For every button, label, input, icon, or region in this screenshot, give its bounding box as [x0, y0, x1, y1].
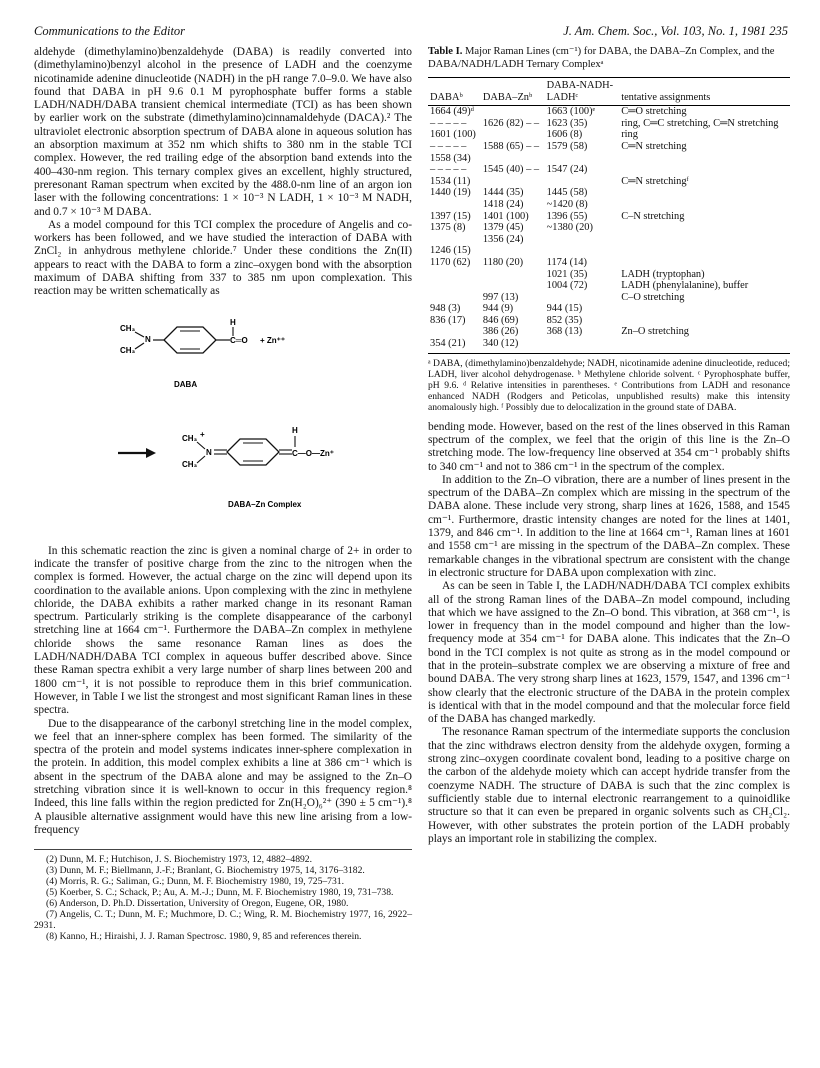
table-cell: 1246 (15)	[430, 245, 471, 257]
table-cell: 1440 (19)	[430, 187, 471, 199]
table-cell	[619, 199, 790, 211]
table-cell	[619, 164, 790, 176]
table-cell	[545, 176, 620, 188]
paragraph: In addition to the Zn–O vibration, there are a number of lines present in the spectrum of the DABA–Zn complex which are missing in the spectrum of the DABA alone. These include very strong, sharp lines at 1626, 1588, and 1545 cm⁻¹. Furthermore, drastic intensity changes are noted for the lines at 1401, 1379, and 846 cm⁻¹. In addition to the line at 1664 cm⁻¹, Raman lines at 1601 and 1558 cm⁻¹ are missing in the spectrum of the DABA–Zn complex. These remarkable changes in the vibrational spectrum are consistent with the change in electronic structure for DABA upon complexation with zinc.	[428, 473, 790, 579]
table-cell: 1356 (24)	[482, 233, 524, 245]
h-atom: H	[292, 425, 298, 435]
right-column	[428, 46, 790, 846]
n-atom: N	[206, 447, 212, 457]
table-cell	[619, 187, 790, 199]
table-cell: – – – – –	[430, 164, 467, 176]
table-cell	[619, 153, 790, 165]
table-cell	[545, 338, 620, 353]
reference: (4) Morris, R. G.; Saliman, G.; Dunn, M. F. Biochemistry 1980, 19, 725–731.	[46, 876, 344, 888]
table-row	[428, 153, 790, 165]
table-cell: 944 (15)	[546, 303, 583, 315]
table-row	[428, 106, 790, 118]
table-cell: 1579 (58)	[546, 140, 588, 152]
paragraph: Due to the disappearance of the carbonyl stretching line in the model complex, we feel that an inner-sphere complex has been formed. The similarity of the spectra of the protein and model systems indicates inner-sphere complexation in the protein. In addition, this model complex exhibits a line at 386 cm⁻¹ which is absent in the spectrum of the DABA alone and may be assigned to the Zn–O stretching vibration since it is well-known to occur in this frequency region.⁸ Indeed, this line falls within the region predicted for Zn(H₂O)₆²⁺ (390 ± 5 cm⁻¹).⁸ A plausible alternative assignment would have this new line arising from a low-frequency	[34, 717, 412, 836]
table-cell	[619, 222, 790, 234]
table-cell: 1170 (62)	[430, 256, 471, 268]
table-cell: 1623 (35)	[546, 117, 588, 129]
table-cell: – – – – –	[430, 140, 467, 152]
table-cell: 1534 (11)	[430, 175, 471, 187]
table-cell: 1397 (15)	[430, 210, 471, 222]
table-cell: 1379 (45)	[482, 222, 524, 234]
paragraph: In this schematic reaction the zinc is given a nominal charge of 2+ in order to indicate the transfer of positive charge from the zinc to the nitrogen when the complex is formed. However, the actual charge on the zinc will depend upon its coordination to the available anions. Upon complexing with the zinc in methylene chloride, the DABA exhibits a rather marked change in its resonant Raman spectrum. Particularly striking is the complete disappearance of the carbonyl stretching line at 1664 cm⁻¹. Furthermore the DABA–Zn complex in methylene chloride shows the same resonance Raman lines as does the LADH/NADH/DABA TCI complex in aqueous buffer described above. Since these Raman spectra exhibit a very large number of sharp lines between 200 and 1800 cm⁻¹, it is not possible to reproduce them in this brief communication. However, in Table I we list the strongest and most significant Raman lines in these spectra.	[34, 544, 412, 717]
table-cell	[428, 326, 481, 338]
table-row	[428, 211, 790, 223]
table-cell: 340 (12)	[481, 338, 545, 353]
table-cell: C–O stretching	[621, 291, 685, 303]
table-cell: LADH (phenylalanine), buffer	[621, 280, 749, 292]
zinc-reagent-text: + Zn⁺⁺	[260, 335, 286, 345]
table-cell: 1545 (40) – –	[482, 164, 540, 176]
table-cell: 354 (21)	[428, 338, 481, 353]
reference: (5) Koerber, S. C.; Schack, P.; Au, A. M.-J.; Dunn, M. F. Biochemistry 1980, 19, 731–738.	[46, 887, 394, 899]
table-row	[428, 141, 790, 153]
table-cell: 1004 (72)	[546, 280, 588, 292]
table-caption	[428, 46, 790, 71]
table-cell	[481, 245, 545, 257]
table-cell	[545, 153, 620, 165]
table-cell	[619, 257, 790, 269]
table-caption-text: Major Raman Lines (cm⁻¹) for DABA, the DABA–Zn Complex, and the DABA/NADH/LADH Ternary Complexᵃ	[428, 46, 775, 70]
table-cell: ~1380 (20)	[546, 222, 593, 234]
table-cell	[481, 153, 545, 165]
table-cell	[545, 292, 620, 304]
ch3-text: CH₃	[182, 459, 198, 469]
table-row	[428, 176, 790, 188]
table-cell: C═N stretchingᶠ	[621, 175, 689, 187]
table-cell	[481, 280, 545, 292]
references	[34, 849, 412, 942]
table-cell: 1664 (49)ᵈ	[430, 106, 474, 118]
table-cell	[481, 176, 545, 188]
table-row	[428, 269, 790, 281]
product-tail-text: C—O—Zn⁺	[292, 448, 334, 458]
table-header: DABA-NADH-	[545, 78, 620, 92]
table-header: DABAᵇ	[428, 92, 481, 106]
table-row	[428, 326, 790, 338]
paragraph: bending mode. However, based on the rest of the lines observed in this Raman spectrum of the complex, we feel that the origin of this line is the Zn–O stretching mode. The low-frequency line observed at 354 cm⁻¹ probably shifts to 340 cm⁻¹ and not to 386 cm⁻¹ in the spectrum of the complex.	[428, 420, 790, 473]
table-cell: C═N stretching	[621, 140, 687, 152]
table-cell: 1588 (65) – –	[482, 140, 540, 152]
table-cell: C═O stretching	[621, 106, 687, 118]
table-footnote: ᵃ DABA, (dimethylamino)benzaldehyde; NADH, nicotinamide adenine dinucleotide, reduced; LADH, liver alcohol dehydrogenase. ᵇ Methylene chloride solvent. ᶜ Pyrophosphate buffer, pH 9.6. ᵈ Relative intensities in parentheses. ᵉ Contributions from LADH and resonance enhanced NADH (Rodgers and Peticolas, unpublished results) make this intensity anomalously high. ᶠ Possibly due to delocalization in the ground state of DABA.	[428, 357, 790, 413]
ch3-text: CH₃	[120, 323, 136, 333]
table-row	[428, 315, 790, 327]
raman-lines-table	[428, 77, 790, 354]
table-cell: 1375 (8)	[430, 222, 466, 234]
table-cell	[428, 292, 481, 304]
table-cell: 852 (35)	[546, 314, 583, 326]
reference: (3) Dunn, M. F.; Biellmann, J.-F.; Branlant, G. Biochemistry 1975, 14, 3176–3182.	[46, 865, 365, 877]
table-cell	[428, 280, 481, 292]
scheme-label-complex: DABA–Zn Complex	[228, 499, 302, 509]
table-row	[428, 129, 790, 141]
table-label: Table I.	[428, 46, 463, 57]
table-row	[428, 199, 790, 211]
table-cell: 944 (9)	[482, 303, 514, 315]
table-cell: 1418 (24)	[482, 198, 524, 210]
table-cell: 1021 (35)	[546, 268, 588, 280]
table-cell: 1601 (100)	[430, 129, 476, 141]
table-row	[428, 245, 790, 257]
table-row	[428, 303, 790, 315]
table-cell	[481, 106, 545, 118]
table-cell: 1547 (24)	[546, 164, 588, 176]
table-row	[428, 280, 790, 292]
paragraph: aldehyde (dimethylamino)benzaldehyde (DABA) is readily converted into (dimethylamino)benzyl alcohol in the presence of LADH and the coenzyme nicotinamide adenine dinucleotide (NADH) in the pH range 7.0–9.0. We have also found that DABA in pH 9.6 0.1 M pyrophosphate buffer forms a stable LADH/NADH/DABA transient chemical intermediate (TCI) as has been shown by earlier work on the substrate (dimethylamino)cinnamaldehyde (DACA).² The ultraviolet electronic absorption spectrum of DABA alone in aqueous solution has an absorption maximum at 352 nm which shifts to 380 nm in the stable TCI complex. However, the red trailing edge of the absorption band extends into the 400–430-nm region. This ternary complex gives an excellent, highly structured, preresonant Raman spectrum when excited by the 488.0-nm line of an argon ion laser with the following concentrations: 1 × 10⁻³ N LADH, 1 × 10⁻³ M NADH, and 0.7 × 10⁻³ M DABA.	[34, 46, 412, 218]
table-cell	[619, 303, 790, 315]
table-row	[428, 338, 790, 353]
table-header: LADHᶜ	[545, 92, 620, 106]
table-row	[428, 118, 790, 130]
table-cell: 1606 (8)	[546, 129, 583, 141]
paragraph: As a model compound for this TCI complex the procedure of Angelis and co-workers has been followed, and we have studied the interaction of DABA with ZnCl₂ in anhydrous methylene chloride.⁷ Under these conditions the Zn(II) appears to react with the DABA to form a zinc–oxygen bond with the absorption maximum of DABA shifting from 337 to 385 nm upon complexation. This reaction may be written schematically as	[34, 218, 412, 298]
table-cell	[545, 245, 620, 257]
table-cell	[619, 315, 790, 327]
table-cell: 368 (13)	[546, 326, 583, 338]
paragraph: As can be seen in Table I, the LADH/NADH/DABA TCI complex exhibits all of the strong Raman lines of the DABA–Zn model compound, including that which we have assigned to the Zn–O bond. This vibration, at 368 cm⁻¹, is lower in frequency than in the model compound and higher than the low-frequency mode at 354 cm⁻¹ for DABA alone. This indicates that the Zn–O bond in the TCI complex is not quite as strong as in the model compound or that in the protein–substrate complex we are observing a mixture of free and bound DABA. The very strong sharp lines at 1623, 1579, 1547, and 1396 cm⁻¹ show clearly that the electronic structure of the DABA in the protein complex is identical with that in the model compound and that the molecular force field of the DABA has changed markedly.	[428, 580, 790, 726]
table-cell	[481, 269, 545, 281]
running-header-right: J. Am. Chem. Soc., Vol. 103, No. 1, 1981 235	[563, 24, 788, 38]
table-cell: 1663 (100)ᵉ	[546, 106, 596, 118]
table-row	[428, 187, 790, 199]
reference: (6) Anderson, D. Ph.D. Dissertation, University of Oregon, Eugene, OR, 1980.	[46, 898, 349, 910]
reference: (8) Kanno, H.; Hiraishi, J. J. Raman Spectrosc. 1980, 9, 85 and references therein.	[46, 931, 362, 943]
table-row	[428, 222, 790, 234]
table-header: DABA–Znᵇ	[481, 92, 545, 106]
n-atom: N	[145, 334, 151, 344]
table-header: tentative assignments	[619, 92, 790, 106]
table-cell: 1626 (82) – –	[482, 117, 540, 129]
paragraph: The resonance Raman spectrum of the intermediate supports the conclusion that the zinc withdraws electron density from the aldehyde oxygen, forming a strong zinc–oxygen coordinate covalent bond, leading to a positive charge on the carbon of the aldehyde moiety which can accept hydride transfer from the coenzyme NADH. The structure of DABA is such that the zinc complex is sufficiently stable due to internal electronic rearrangement to a quinoidlike structure so that it can even be prepared in organic solvents such as CH₂Cl₂. However, with other substrates the protein portion of the LADH probably plays an important role in stabilizing the complex.	[428, 726, 790, 845]
table-cell: 1180 (20)	[482, 256, 524, 268]
table-row	[428, 234, 790, 246]
table-cell: 948 (3)	[430, 303, 461, 315]
table-cell: 836 (17)	[430, 314, 466, 326]
table-cell: 1396 (55)	[546, 210, 588, 222]
table-cell: LADH (tryptophan)	[621, 268, 705, 280]
ch3-text: CH₃	[182, 433, 198, 443]
table-cell: Zn–O stretching	[621, 326, 690, 338]
left-column	[34, 46, 412, 942]
table-cell	[428, 234, 481, 246]
table-cell: – – – – –	[430, 117, 467, 129]
table-cell: 1444 (35)	[482, 187, 524, 199]
table-cell	[619, 245, 790, 257]
table-row	[428, 164, 790, 176]
table-cell	[428, 199, 481, 211]
table-cell: C–N stretching	[621, 210, 685, 222]
table-cell: 997 (13)	[482, 291, 519, 303]
table-cell: 1174 (14)	[546, 256, 587, 268]
table-footnotes	[428, 358, 790, 413]
table-cell: 1401 (100)	[482, 210, 529, 222]
table-cell: 386 (26)	[482, 326, 519, 338]
table-cell	[619, 234, 790, 246]
reaction-scheme	[34, 305, 412, 537]
plus-charge: +	[200, 429, 205, 439]
table-cell	[428, 269, 481, 281]
reaction-scheme-drawing	[34, 305, 412, 537]
table-cell: 1558 (34)	[430, 152, 471, 164]
carbonyl-text: C═O	[230, 335, 248, 345]
table-row	[428, 292, 790, 304]
table-cell: 1445 (58)	[546, 187, 588, 199]
ch3-text: CH₃	[120, 345, 136, 355]
scheme-label-daba: DABA	[174, 379, 198, 389]
table-cell: 846 (69)	[482, 314, 519, 326]
table-cell	[619, 338, 790, 353]
reference: (7) Angelis, C. T.; Dunn, M. F.; Muchmore, D. C.; Wing, R. M. Biochemistry 1977, 16, 2922–2931.	[34, 909, 412, 932]
reference: (2) Dunn, M. F.; Hutchison, J. S. Biochemistry 1973, 12, 4882–4892.	[46, 854, 312, 866]
table-row	[428, 257, 790, 269]
table-cell: ring, C═C stretching, C═N stretching	[621, 117, 779, 129]
table-cell	[545, 234, 620, 246]
h-atom: H	[230, 317, 236, 327]
table-cell: ~1420 (8)	[546, 198, 588, 210]
table-cell	[481, 129, 545, 141]
table-cell: ring	[621, 129, 638, 141]
running-header-left: Communications to the Editor	[34, 24, 186, 38]
table-body	[428, 106, 790, 353]
